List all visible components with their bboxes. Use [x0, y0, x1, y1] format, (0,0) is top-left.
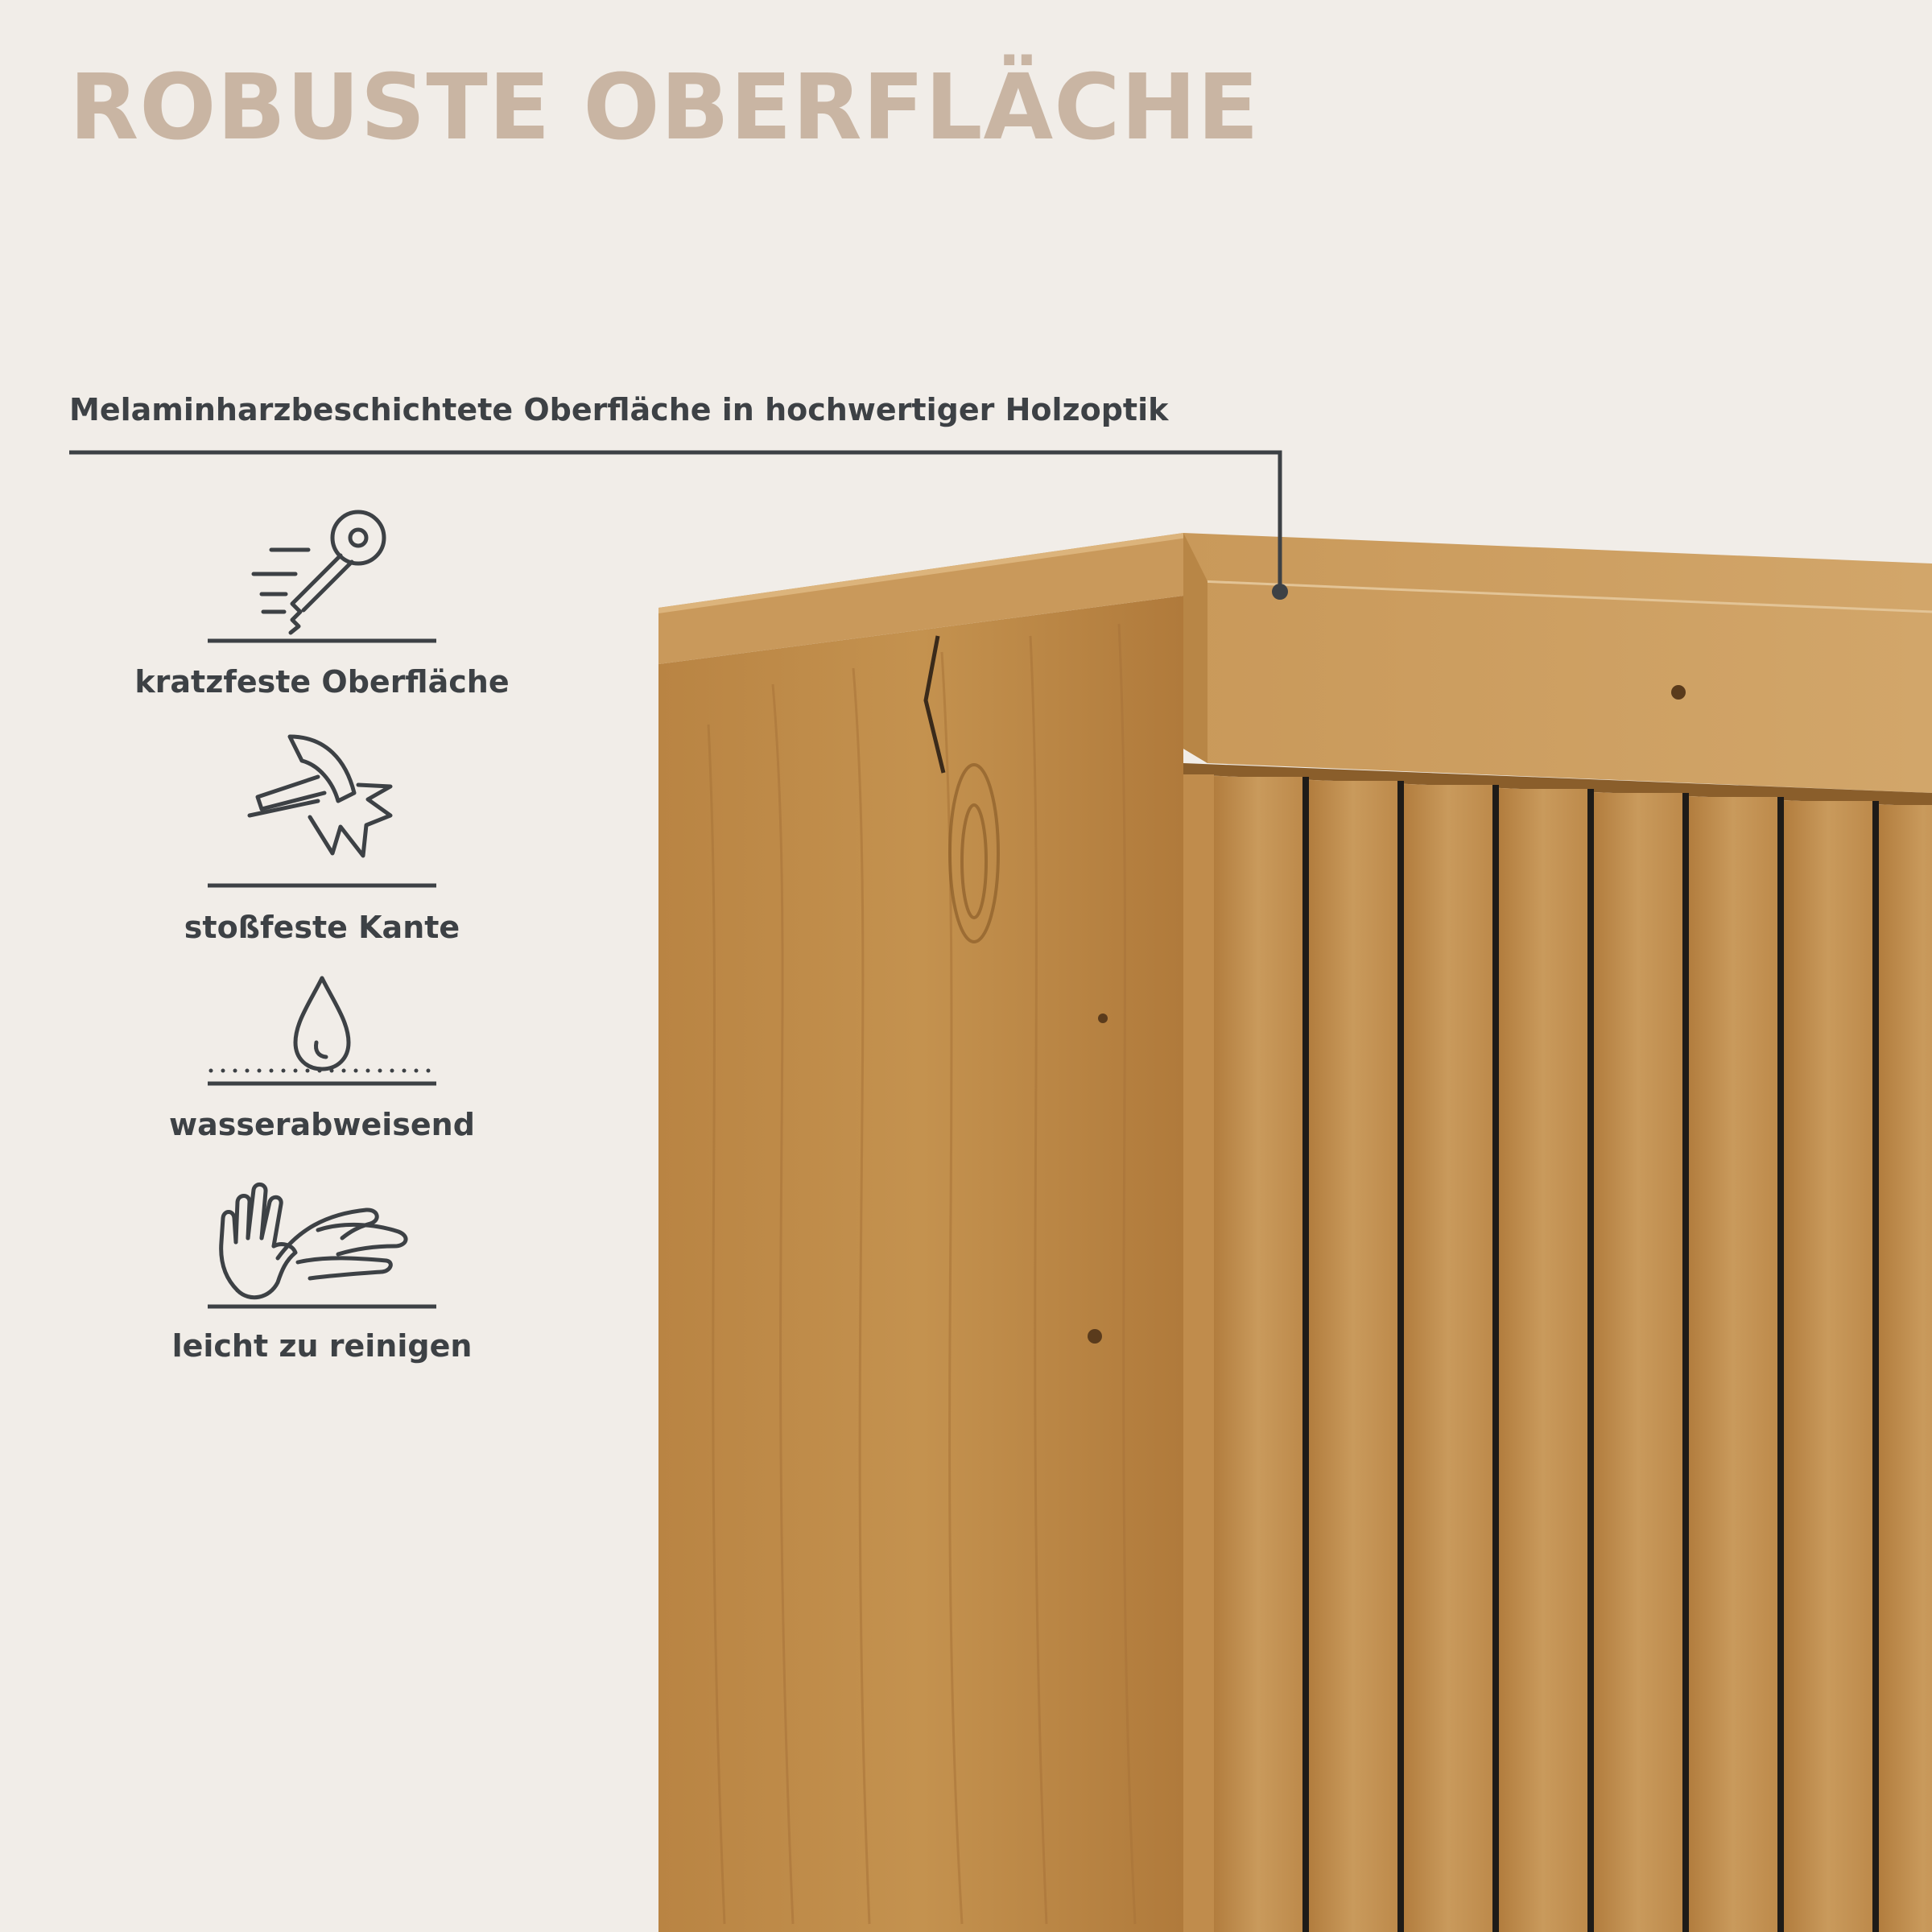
- door-slat: [1784, 801, 1872, 1932]
- slat-groove: [1872, 801, 1879, 1932]
- door-slat: [1214, 777, 1302, 1932]
- slat-groove: [1397, 781, 1404, 1932]
- slat-groove: [1682, 793, 1689, 1932]
- door-slat: [1689, 797, 1777, 1932]
- door-slat: [1404, 785, 1492, 1932]
- feature-label: leicht zu reinigen: [171, 1328, 473, 1364]
- door-slat: [1499, 789, 1587, 1932]
- feature-water-repellent: [125, 974, 519, 1183]
- feature-easy-clean: [125, 1166, 519, 1375]
- hand-wipe-icon: [125, 1166, 519, 1311]
- feature-label: wasserabweisend: [169, 1107, 475, 1142]
- slat-groove: [1777, 797, 1784, 1932]
- page-title: ROBUSTE OBERFLÄCHE: [69, 56, 1260, 160]
- door-slat: [1879, 805, 1932, 1932]
- feature-scratch-resistant: [125, 506, 519, 715]
- slat-groove: [1587, 789, 1594, 1932]
- hammer-impact-icon: [125, 729, 519, 890]
- door-slat: [1309, 781, 1397, 1932]
- feature-label: kratzfeste Oberfläche: [134, 664, 510, 700]
- water-drop-icon: [125, 974, 519, 1095]
- door-slat: [1594, 793, 1682, 1932]
- callout-text: Melaminharzbeschichtete Oberfläche in hochwertiger Holzoptik: [69, 392, 1169, 427]
- door-edge: [1183, 774, 1214, 1932]
- slat-groove: [1492, 785, 1499, 1932]
- slat-groove: [1302, 777, 1309, 1932]
- key-scratch-icon: [125, 506, 519, 650]
- feature-label: stoßfeste Kante: [184, 910, 460, 945]
- feature-impact-resistant: [125, 729, 519, 945]
